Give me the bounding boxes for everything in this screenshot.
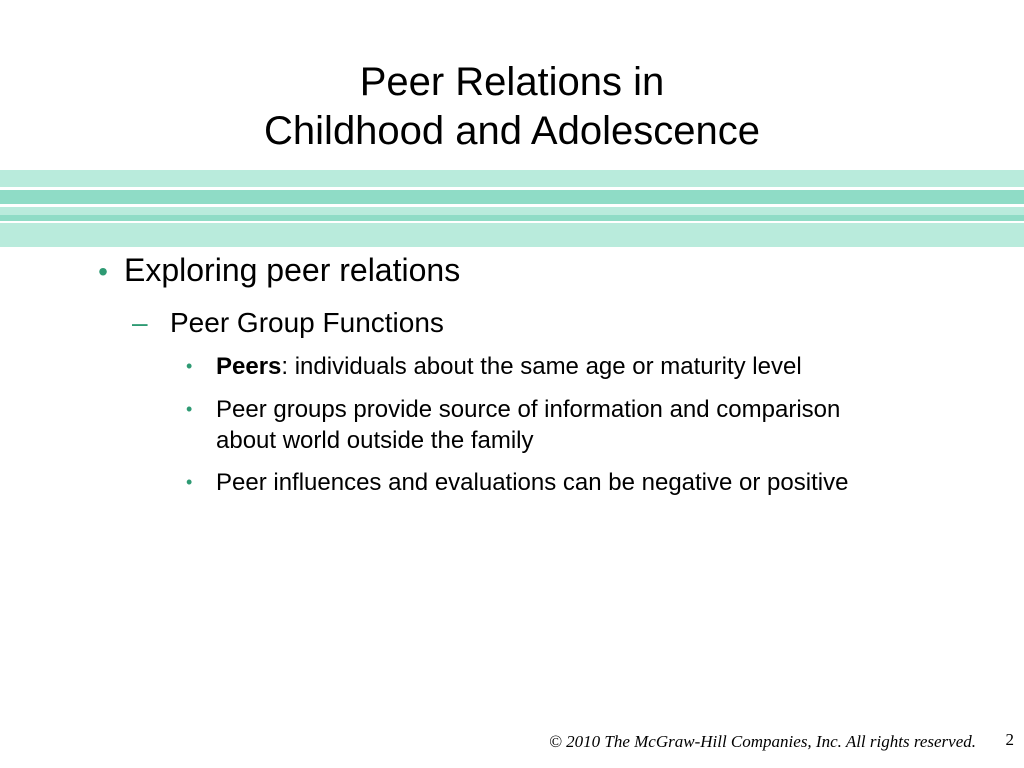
bullet-icon: • <box>186 472 193 492</box>
bullet-level-1 <box>82 250 460 292</box>
bullet-level-3 <box>186 394 906 456</box>
copyright-footer: © 2010 The McGraw-Hill Companies, Inc. All rights reserved. <box>548 732 976 751</box>
bullet-icon: • <box>186 356 193 376</box>
title-line-2: Childhood and Adolescence <box>264 109 760 153</box>
term-peers: Peers <box>216 353 282 380</box>
title-line-1: Peer Relations in <box>359 60 665 104</box>
bullet-text: Peer influences and evaluations can be negative or positive <box>216 469 849 496</box>
bullet-text: Exploring peer relations <box>124 252 461 288</box>
decorative-band <box>0 207 1024 215</box>
decorative-band <box>0 215 1024 221</box>
decorative-band <box>0 190 1024 204</box>
page-number: 2 <box>1005 730 1014 749</box>
decorative-band <box>0 223 1024 247</box>
bullet-text: Peer groups provide source of information and comparison about world outside the family <box>216 396 841 454</box>
definition-text: : individuals about the same age or maturity level <box>281 353 802 380</box>
bullet-level-2 <box>132 305 444 341</box>
bullet-text: Peer Group Functions <box>170 307 444 338</box>
bullet-icon: • <box>98 256 108 287</box>
decorative-band <box>0 170 1024 187</box>
slide-title <box>0 58 1024 156</box>
bullet-icon: • <box>186 399 193 419</box>
dash-icon: – <box>132 307 148 338</box>
bullet-level-3 <box>186 351 906 382</box>
bullet-text <box>216 351 906 382</box>
bullet-level-3 <box>186 467 906 498</box>
